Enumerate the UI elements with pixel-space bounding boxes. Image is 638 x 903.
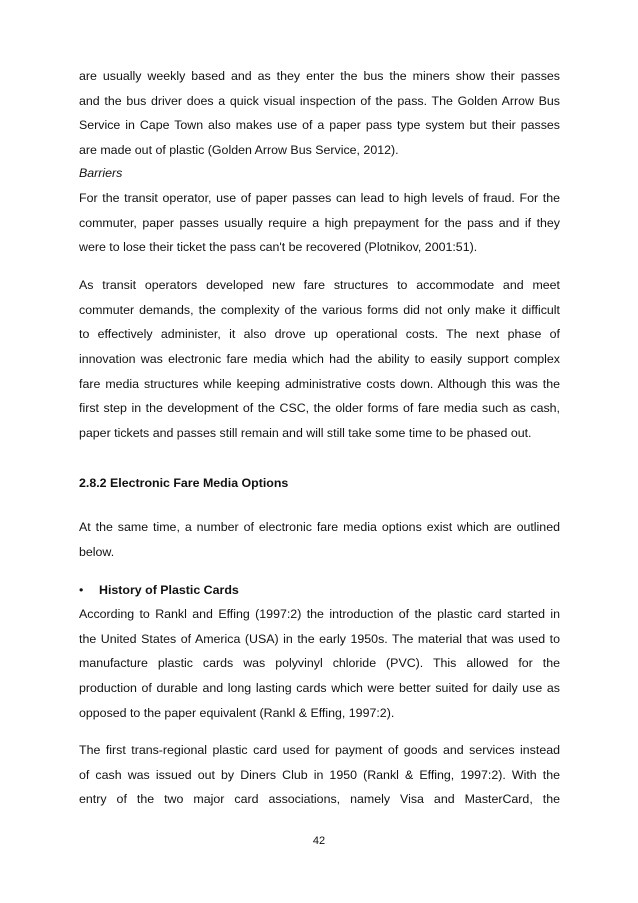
paragraph-plastic-history [79, 602, 560, 725]
text-line: opposed to the paper equivalent (Rankl & Effing, 1997:2). [79, 705, 395, 720]
text-line: and the bus driver does a quick visual inspection of the pass. The Golden Arrow Bus [79, 93, 560, 108]
text-line: to effectively administer, it also drove up operational costs. The next phase of [79, 327, 560, 342]
text-line: At the same time, a number of electronic fare media options exist which are outlined [79, 520, 560, 534]
text-line: were to lose their ticket the pass can't be recovered (Plotnikov, 2001:51). [79, 240, 478, 255]
text-line: The first trans-regional plastic card used for payment of goods and services instead [79, 743, 560, 757]
text-line: According to Rankl and Effing (1997:2) the introduction of the plastic card started in [79, 607, 560, 621]
paragraph-miners-passes [79, 64, 560, 163]
text-line: first step in the development of the CSC, the older forms of fare media such as cash, [79, 401, 560, 416]
bullet-title: History of Plastic Cards [99, 583, 239, 597]
text-line: entry of the two major card associations, namely Visa and MasterCard, the [79, 792, 560, 807]
text-line: paper tickets and passes still remain and will still take some time to be phased out. [79, 426, 532, 441]
text-line: Service in Cape Town also makes use of a paper pass type system but their passes [79, 118, 560, 133]
barriers-subheading: Barriers [79, 166, 123, 180]
text-line: of cash was issued out by Diners Club in 1950 (Rankl & Effing, 1997:2). With the [79, 767, 560, 782]
text-line: commuter, paper passes usually require a high prepayment for the pass and if they [79, 215, 560, 230]
paragraph-diners-club [79, 738, 560, 812]
paragraph-barriers [79, 186, 560, 260]
text-line: are made out of plastic (Golden Arrow Bus Service, 2012). [79, 143, 399, 158]
text-line: For the transit operator, use of paper passes can lead to high levels of fraud. For the [79, 191, 560, 205]
text-line: innovation was electronic fare media which had the ability to easily support complex [79, 352, 560, 367]
text-line: the United States of America (USA) in the early 1950s. The material that was used to [79, 631, 560, 646]
paragraph-fare-structures [79, 273, 560, 446]
bullet-heading [79, 578, 239, 603]
text-line: are usually weekly based and as they enter the bus the miners show their passes [79, 69, 560, 83]
section-heading: 2.8.2 Electronic Fare Media Options [79, 476, 289, 490]
bullet-icon: • [79, 583, 84, 597]
text-line: manufacture plastic cards was polyvinyl chloride (PVC). This allowed for the [79, 656, 560, 671]
text-line: As transit operators developed new fare structures to accommodate and meet [79, 278, 560, 292]
page-number: 42 [312, 835, 326, 847]
text-line: production of durable and long lasting cards which were better suited for daily use as [79, 681, 560, 696]
text-line: commuter demands, the complexity of the various forms did not only make it difficult [79, 302, 560, 317]
text-line: fare media structures while keeping administrative costs down. Although this was the [79, 376, 560, 391]
text-line: below. [79, 544, 115, 559]
paragraph-options-intro [79, 515, 560, 564]
